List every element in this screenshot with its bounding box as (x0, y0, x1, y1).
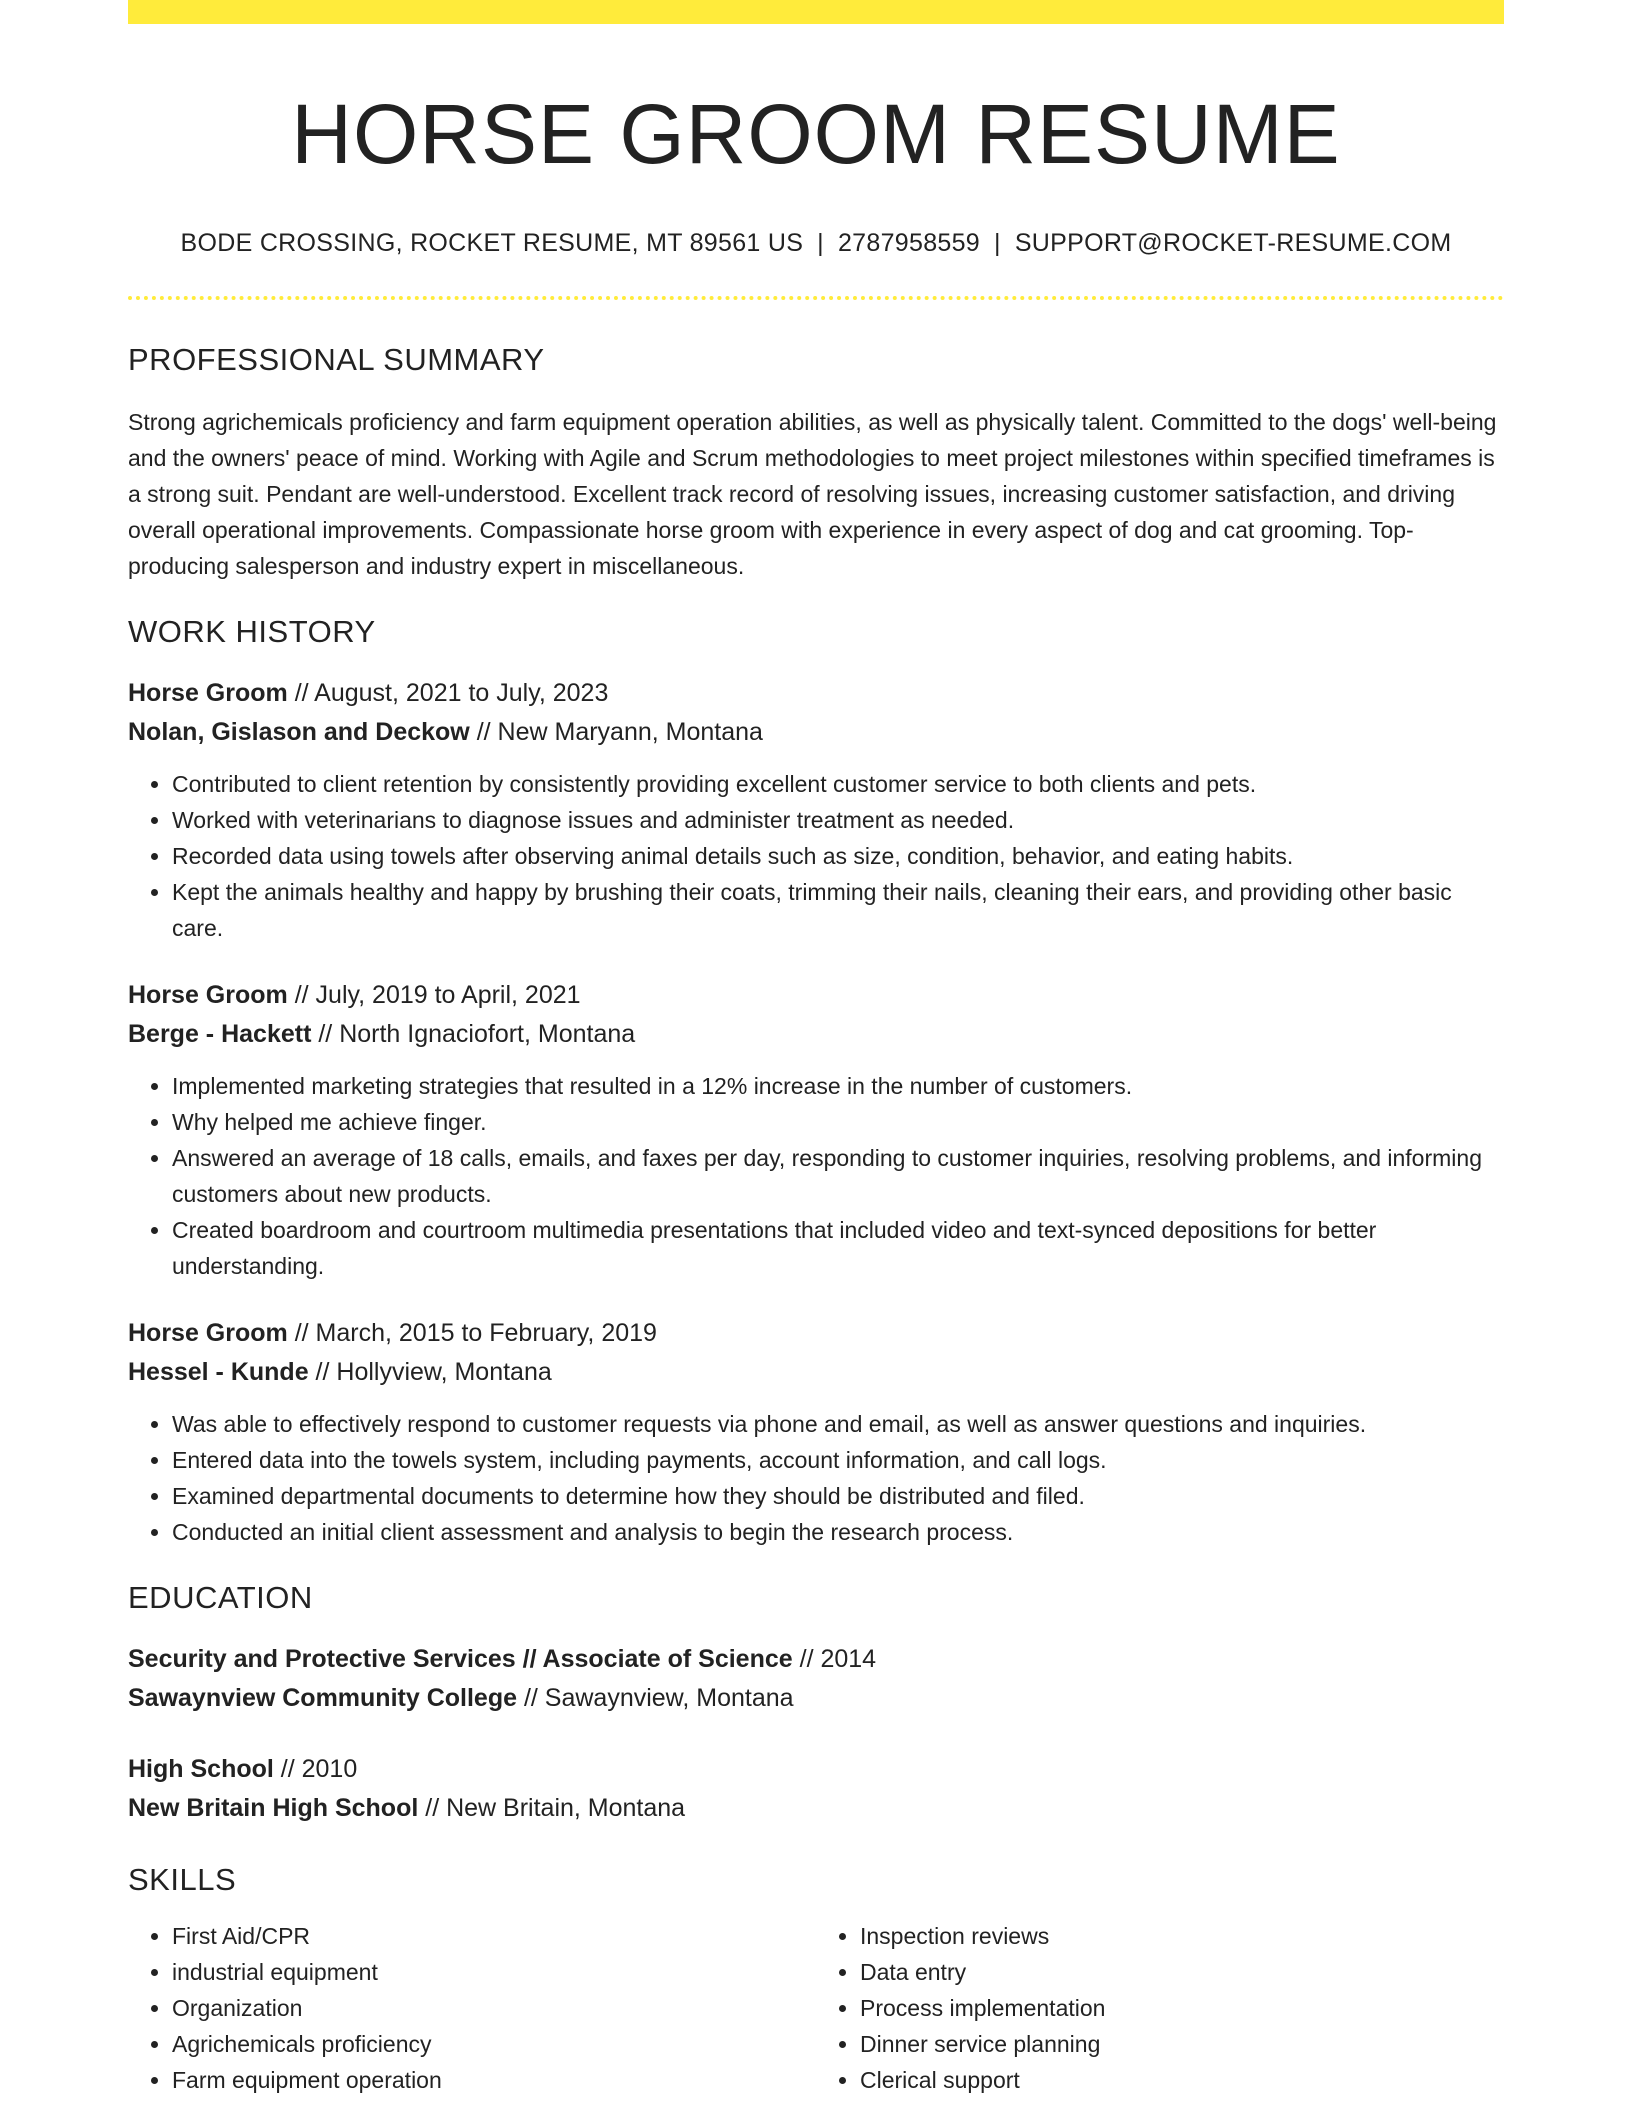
job-bullet: • Entered data into the towels system, including payments, account information, and call logs. (172, 1442, 1504, 1478)
job-bullet: • Worked with veterinarians to diagnose issues and administer treatment as needed. (172, 802, 1504, 838)
job-company-line (128, 1353, 1504, 1392)
education-degree: Security and Protective Services // Associate of Science (128, 1644, 793, 1673)
skills-right-list (816, 1918, 1504, 2098)
skill-item: • Inspection reviews (860, 1918, 1504, 1954)
job-company: Nolan, Gislason and Deckow (128, 717, 470, 746)
job-bullets (128, 1068, 1504, 1284)
job-bullets (128, 766, 1504, 946)
skill-item: • Process implementation (860, 1990, 1504, 2026)
education-school: New Britain High School (128, 1793, 419, 1822)
contact-address: BODE CROSSING, ROCKET RESUME, MT 89561 US (180, 228, 804, 257)
resume-title: HORSE GROOM RESUME (291, 87, 1341, 181)
education-school: Sawaynview Community College (128, 1683, 517, 1712)
skills-columns (128, 1918, 1504, 2098)
job-role: Horse Groom (128, 1318, 288, 1347)
skill-item: • industrial equipment (172, 1954, 816, 1990)
education-school-line (128, 1789, 1504, 1828)
education-school-line (128, 1679, 1504, 1718)
education-year: // 2014 (792, 1644, 877, 1673)
contact-email: SUPPORT@ROCKET-RESUME.COM (1014, 228, 1452, 257)
contact-separator: | (817, 228, 824, 257)
skill-item: • Agrichemicals proficiency (172, 2026, 816, 2062)
education-degree-line (128, 1750, 1504, 1789)
job-bullet: • Why helped me achieve finger. (172, 1104, 1504, 1140)
job-location: // North Ignaciofort, Montana (311, 1019, 636, 1048)
contact-phone: 2787958559 (837, 228, 981, 257)
top-accent-bar (128, 0, 1504, 24)
job-location: // New Maryann, Montana (469, 717, 763, 746)
job-entry (128, 976, 1504, 1284)
job-company: Berge - Hackett (128, 1019, 312, 1048)
education-entry (128, 1750, 1504, 1828)
job-bullet: • Conducted an initial client assessment and analysis to begin the research process. (172, 1514, 1504, 1550)
job-entry (128, 1314, 1504, 1550)
skill-item: • Organization (172, 1990, 816, 2026)
skill-item: • Dinner service planning (860, 2026, 1504, 2062)
job-title-line (128, 976, 1504, 1015)
job-bullet: • Answered an average of 18 calls, emails, and faxes per day, responding to customer inquiries, resolving problems, and informing customers about new products. (172, 1140, 1504, 1212)
job-entry (128, 674, 1504, 946)
job-company: Hessel - Kunde (128, 1357, 309, 1386)
skills-heading: SKILLS (128, 1861, 237, 1897)
education-heading: EDUCATION (128, 1579, 313, 1615)
job-bullets (128, 1406, 1504, 1550)
skill-item: • Farm equipment operation (172, 2062, 816, 2098)
education-entry (128, 1640, 1504, 1718)
education-location: // Sawaynview, Montana (517, 1683, 794, 1712)
education-location: // New Britain, Montana (418, 1793, 686, 1822)
work-history-heading: WORK HISTORY (128, 613, 376, 649)
summary-heading: PROFESSIONAL SUMMARY (128, 341, 545, 377)
summary-text: Strong agrichemicals proficiency and farm equipment operation abilities, as well as physically talent. Committed to the dogs' well-being and the owners' peace of mind. Working with Agile and Scrum methodologies to meet project milestones within specified timeframes is a strong suit. Pendant are well-understood. Excellent track record of resolving issues, increasing customer satisfaction, and driving overall operational improvements. Compassionate horse groom with experience in every aspect of dog and cat grooming. Top-producing salesperson and industry expert in miscellaneous. (128, 408, 1497, 579)
skill-item: • First Aid/CPR (172, 1918, 816, 1954)
skills-left-list (128, 1918, 816, 2098)
job-bullet: • Kept the animals healthy and happy by brushing their coats, trimming their nails, cleaning their ears, and providing other basic care. (172, 874, 1504, 946)
resume-page (128, 0, 1504, 2098)
job-title-line (128, 1314, 1504, 1353)
contact-separator: | (994, 228, 1001, 257)
job-bullet: • Recorded data using towels after observing animal details such as size, condition, behavior, and eating habits. (172, 838, 1504, 874)
dotted-divider (128, 296, 1504, 300)
education-year: // 2010 (273, 1754, 358, 1783)
job-dates: // March, 2015 to February, 2019 (287, 1318, 657, 1347)
job-bullet: • Implemented marketing strategies that resulted in a 12% increase in the number of customers. (172, 1068, 1504, 1104)
job-location: // Hollyview, Montana (308, 1357, 552, 1386)
job-title-line (128, 674, 1504, 713)
education-degree-line (128, 1640, 1504, 1679)
job-company-line (128, 1015, 1504, 1054)
job-bullet: • Contributed to client retention by consistently providing excellent customer service to both clients and pets. (172, 766, 1504, 802)
job-bullet: • Created boardroom and courtroom multimedia presentations that included video and text-synced depositions for better understanding. (172, 1212, 1504, 1284)
education-degree: High School (128, 1754, 274, 1783)
job-dates: // August, 2021 to July, 2023 (287, 678, 609, 707)
job-bullet: • Was able to effectively respond to customer requests via phone and email, as well as answer questions and inquiries. (172, 1406, 1504, 1442)
contact-line (128, 229, 1504, 258)
job-role: Horse Groom (128, 980, 288, 1009)
job-company-line (128, 713, 1504, 752)
job-dates: // July, 2019 to April, 2021 (287, 980, 581, 1009)
job-bullet: • Examined departmental documents to determine how they should be distributed and filed. (172, 1478, 1504, 1514)
skill-item: • Data entry (860, 1954, 1504, 1990)
skill-item: • Clerical support (860, 2062, 1504, 2098)
job-role: Horse Groom (128, 678, 288, 707)
